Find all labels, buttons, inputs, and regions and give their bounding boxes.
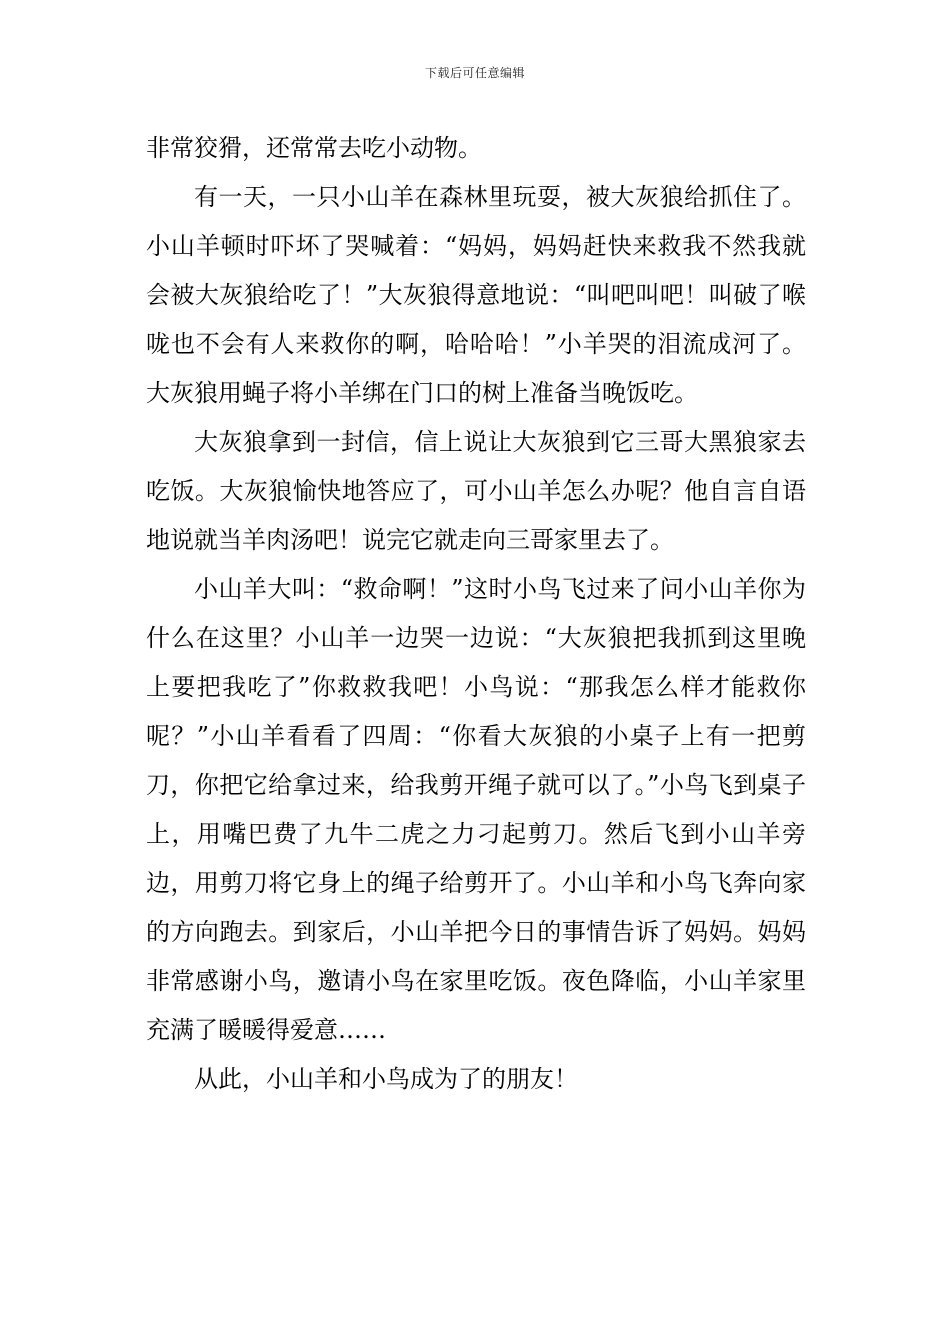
page-header: 下载后可任意编辑: [424, 66, 525, 80]
paragraph: 从此，小山羊和小鸟成为了的朋友！: [194, 1065, 578, 1093]
paragraph: 有一天，一只小山羊在森林里玩耍，被大灰狼给抓住了。小山羊顿时吓坏了哭喊着：“妈妈，妈妈赶快来救我不然我就会被大灰狼给吃了！”大灰狼得意地说：“叫吧叫吧！叫破了喉咙也不会有人来救你的啊，哈哈哈！”小羊哭的泪流成河了。大灰狼用蝇子将小羊绑在门口的树上准备当晚饭吃。: [146, 183, 806, 407]
document-body: [146, 124, 806, 1104]
paragraph: 大灰狼拿到一封信，信上说让大灰狼到它三哥大黑狼家去吃饭。大灰狼愉快地答应了，可小山羊怎么办呢？他自言自语地说就当羊肉汤吧！说完它就走向三哥家里去了。: [146, 428, 806, 554]
paragraph: 非常狡猾，还常常去吃小动物。: [146, 134, 482, 162]
paragraph: 小山羊大叫：“救命啊！”这时小鸟飞过来了问小山羊你为什么在这里？小山羊一边哭一边说：“大灰狼把我抓到这里晚上要把我吃了”你救救我吧！小鸟说：“那我怎么样才能救你呢？”小山羊看看了四周：“你看大灰狼的小桌子上有一把剪刀，你把它给拿过来，给我剪开绳子就可以了。”小鸟飞到桌子上，用嘴巴费了九牛二虎之力刁起剪刀。然后飞到小山羊旁边，用剪刀将它身上的绳子给剪开了。小山羊和小鸟飞奔向家的方向跑去。到家后，小山羊把今日的事情告诉了妈妈。妈妈非常感谢小鸟，邀请小鸟在家里吃饭。夜色降临，小山羊家里充满了暖暖得爱意……: [146, 575, 806, 1044]
